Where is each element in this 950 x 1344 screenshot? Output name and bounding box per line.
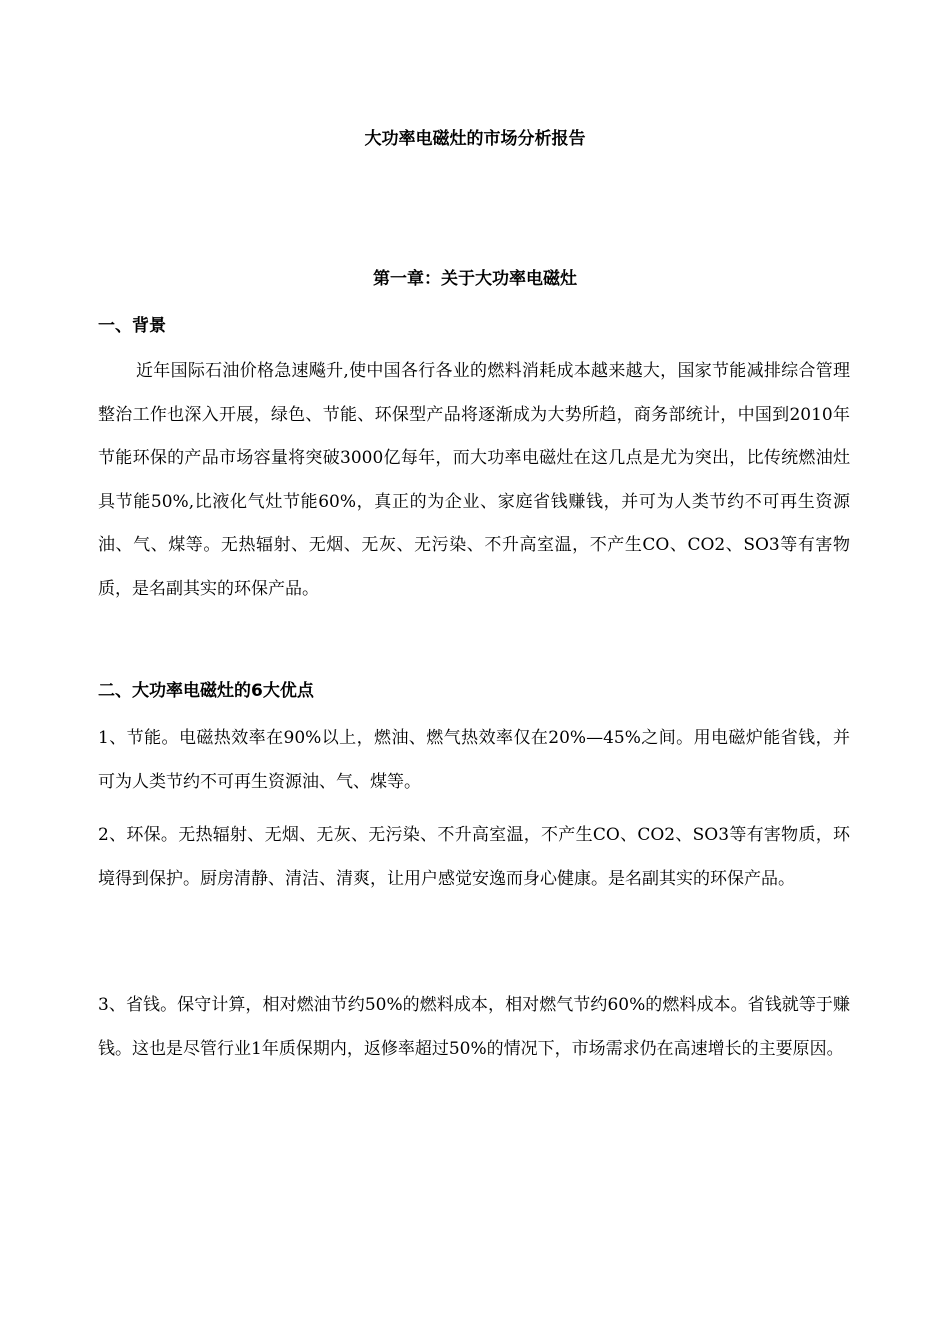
advantage-item-environmental: 2、环保。无热辐射、无烟、无灰、无污染、不升高室温，不产生CO、CO2、SO3等有害物质，环境得到保护。厨房清静、清洁、清爽，让用户感觉安逸而身心健康。是名副其实的环保产品。 xyxy=(98,825,850,889)
background-paragraph: 近年国际石油价格急速飚升,使中国各行各业的燃料消耗成本越来越大，国家节能减排综合管理整治工作也深入开展，绿色、节能、环保型产品将逐渐成为大势所趋，商务部统计，中国到2010年节能环保的产品市场容量将突破3000亿每年，而大功率电磁灶在这几点是尤为突出，比传统燃油灶具节能50%,比液化气灶节能60%，真正的为企业、家庭省钱赚钱，并可为人类节约不可再生资源油、气、煤等。无热辐射、无烟、无灰、无污染、不升高室温，不产生CO、CO2、SO3等有害物质，是名副其实的环保产品。 xyxy=(98,361,850,599)
advantage-item-cost-saving: 3、省钱。保守计算，相对燃油节约50%的燃料成本，相对燃气节约60%的燃料成本。省钱就等于赚钱。这也是尽管行业1年质保期内，返修率超过50%的情况下，市场需求仍在高速增长的主要原因。 xyxy=(98,995,850,1059)
document-title: 大功率电磁灶的市场分析报告 xyxy=(364,129,586,149)
section-heading-advantages: 二、大功率电磁灶的6大优点 xyxy=(98,681,314,701)
advantage-item-energy-saving: 1、节能。电磁热效率在90%以上，燃油、燃气热效率仅在20%—45%之间。用电磁炉能省钱，并可为人类节约不可再生资源油、气、煤等。 xyxy=(98,728,850,792)
section-heading-background: 一、背景 xyxy=(98,316,166,336)
chapter-title: 第一章：关于大功率电磁灶 xyxy=(373,269,577,289)
